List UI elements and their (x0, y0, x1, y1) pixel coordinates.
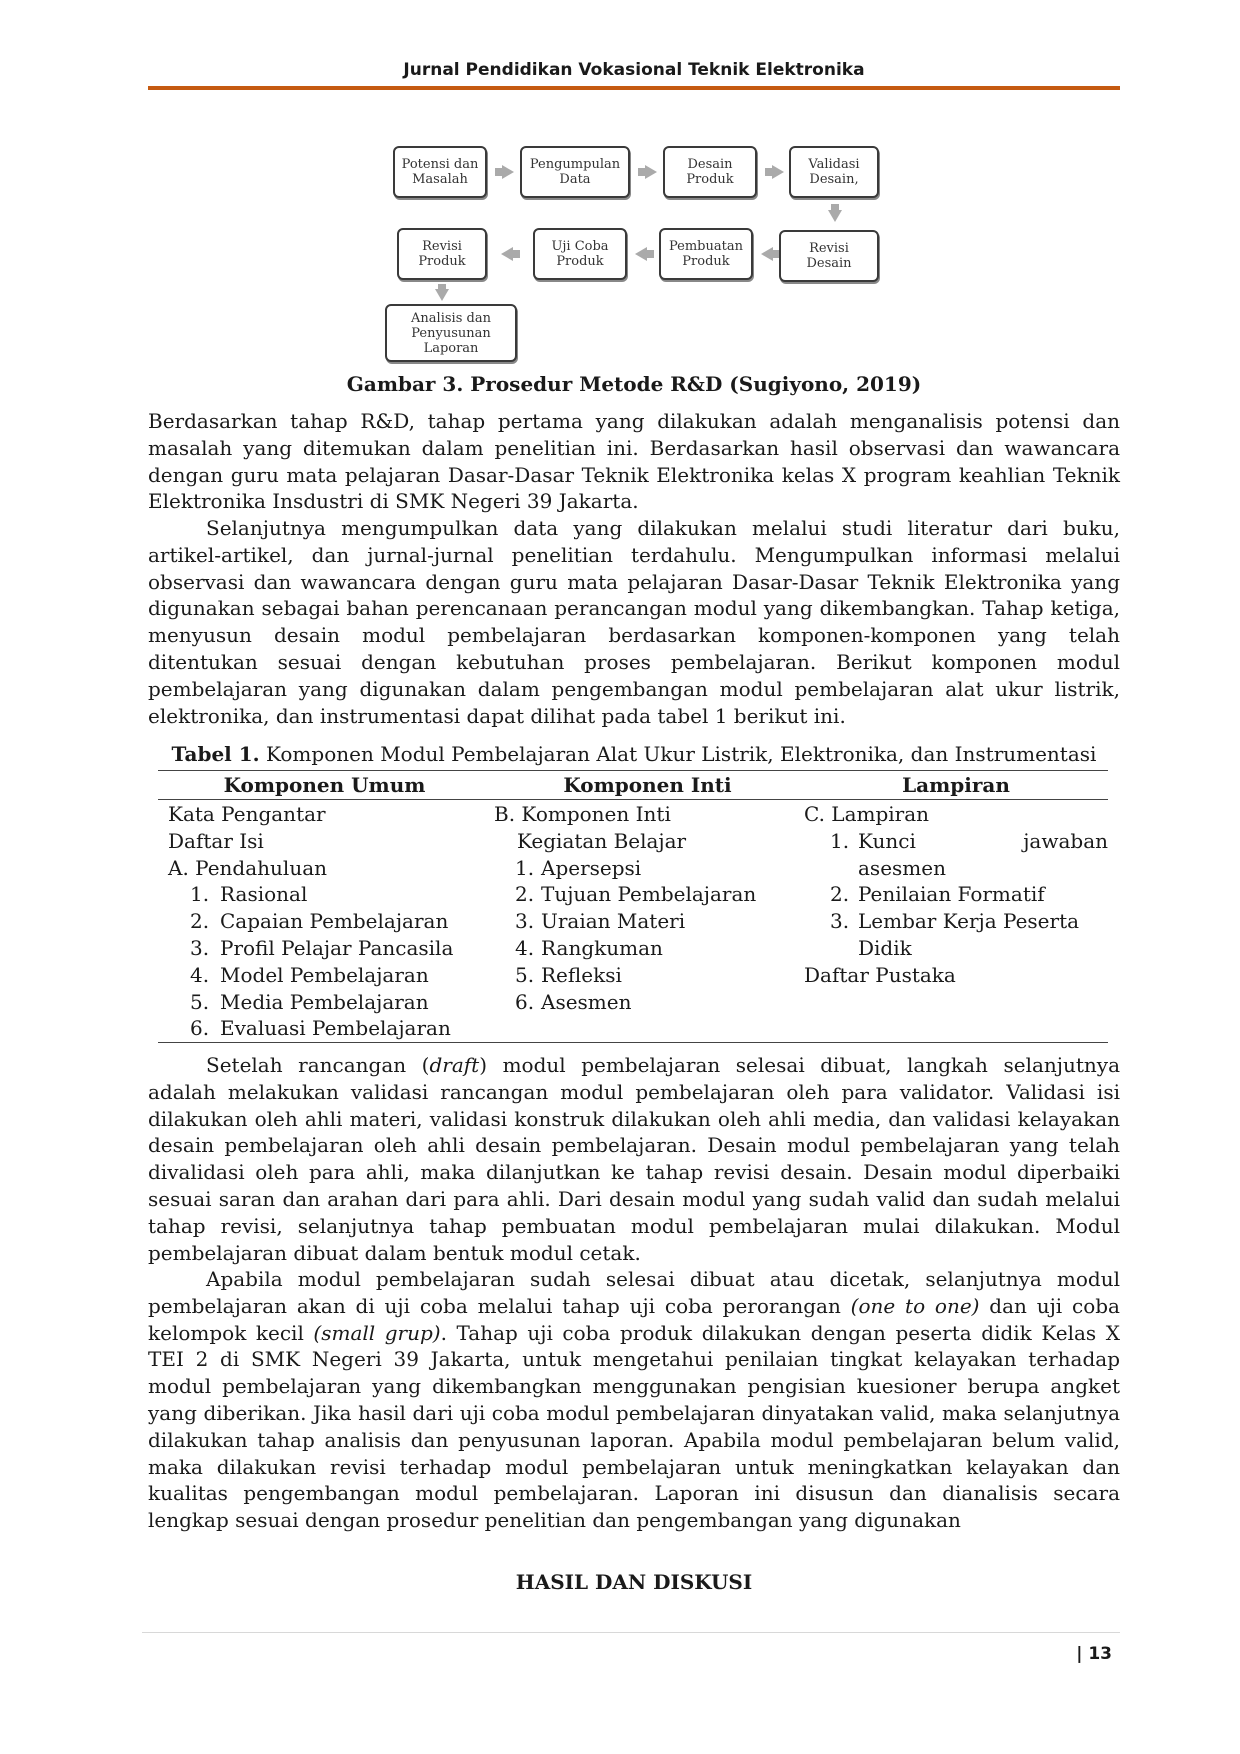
column-lampiran (804, 801, 1108, 1042)
list-item: 3. Profil Pelajar Pancasila (190, 935, 454, 960)
header-rule (148, 86, 1120, 90)
box-revisi-desain: Revisi Desain (779, 230, 879, 282)
cell-text: Daftar Pustaka (804, 962, 956, 987)
table-caption-text: Komponen Modul Pembelajaran Alat Ukur Listrik, Elektronika, dan Instrumentasi (259, 742, 1097, 766)
arrow-down (435, 289, 449, 301)
header-lampiran: Lampiran (902, 773, 1010, 797)
table-caption (148, 742, 1120, 766)
list-item: 3. Uraian Materi (515, 909, 686, 934)
paragraph-3: Setelah rancangan (draft) modul pembelajaran selesai dibuat, langkah selanjutnya adalah melakukan validasi rancangan modul pembelajaran oleh para validator. Validasi isi dilakukan oleh ahli materi, validasi konstruk dilakukan oleh ahli media, dan validasi kelayakan desain pembelajaran oleh ahli desain pembelajaran. Desain modul pembelajaran yang telah divalidasi oleh para ahli, maka dilanjutkan ke tahap revisi desain. Desain modul diperbaiki sesuai saran dan arahan dari para ahli. Dari desain modul yang sudah valid dan sudah melalui tahap revisi, selanjutnya tahap pembuatan modul pembelajaran mulai dilakukan. Modul pembelajaran dibuat dalam bentuk modul cetak. (148, 1053, 1120, 1265)
list-item: 2. Penilaian Formatif (830, 882, 1045, 907)
page-number: | 13 (1076, 1644, 1112, 1664)
column-komponen-inti (491, 801, 804, 1042)
header-komponen-inti: Komponen Inti (563, 773, 732, 797)
arrow-down (828, 210, 842, 222)
arrow-shaft (512, 250, 520, 258)
list-item: 1. Apersepsi (515, 855, 642, 880)
components-table (158, 770, 1108, 1043)
box-revisi-produk: Revisi Produk (397, 228, 487, 280)
rnd-flow-diagram (385, 142, 905, 372)
arrow-right (502, 165, 514, 179)
list-item: 6. Asesmen (515, 989, 632, 1014)
cell-text: Kegiatan Belajar (517, 828, 687, 853)
list-item-continued: asesmen (858, 855, 946, 880)
list-item-continued: Didik (858, 935, 912, 960)
arrow-right (645, 165, 657, 179)
list-item: 2. Capaian Pembelajaran (190, 909, 449, 934)
section-title: HASIL DAN DISKUSI (515, 1570, 753, 1594)
list-item: 5. Refleksi (515, 962, 622, 987)
paragraph-2: Selanjutnya mengumpulkan data yang dilakukan melalui studi literatur dari buku, artikel-artikel, dan jurnal-jurnal penelitian terdahulu. Mengumpulkan informasi melalui observasi dan wawancara dengan guru mata pelajaran Dasar-Dasar Teknik Elektronika yang digunakan sebagai bahan perencanaan perancangan modul yang dikembangkan. Tahap ketiga, menyusun desain modul pembelajaran berdasarkan komponen-komponen yang telah ditentukan sesuai dengan kebutuhan proses pembelajaran. Berikut komponen modul pembelajaran yang digunakan dalam pengembangan modul pembelajaran alat ukur listrik, elektronika, dan instrumentasi dapat dilihat pada tabel 1 berikut ini. (148, 516, 1120, 728)
list-item: 4. Rangkuman (515, 935, 663, 960)
arrow-shaft (646, 250, 654, 258)
box-desain-produk: Desain Produk (663, 146, 757, 198)
box-pengumpulan-data: Pengumpulan Data (520, 146, 630, 198)
figure-caption: Gambar 3. Prosedur Metode R&D (Sugiyono, 2019) (346, 372, 922, 396)
paragraph-4: Apabila modul pembelajaran sudah selesai dibuat atau dicetak, selanjutnya modul pembelajaran akan di uji coba melalui tahap uji coba perorangan (one to one) dan uji coba kelompok kecil (small grup). Tahap uji coba produk dilakukan dengan peserta didik Kelas X TEI 2 di SMK Negeri 39 Jakarta, untuk mengetahui penilaian tingkat kelayakan terhadap modul pembelajaran yang dikembangkan menggunakan pengisian kuesioner berupa angket yang diberikan. Jika hasil dari uji coba modul pembelajaran dinyatakan valid, maka selanjutnya dilakukan tahap analisis dan penyusunan laporan. Apabila modul pembelajaran belum valid, maka dilakukan revisi terhadap modul pembelajaran untuk meningkatkan kelayakan dan kualitas pengembangan modul pembelajaran. Laporan ini disusun dan dianalisis secara lengkap sesuai dengan prosedur penelitian dan pengembangan yang digunakan (148, 1267, 1120, 1533)
cell-text: Daftar Isi (168, 828, 264, 853)
box-potensi-masalah: Potensi dan Masalah (393, 146, 487, 198)
cell-text: B. Komponen Inti (494, 802, 671, 826)
cell-text: A. Pendahuluan (168, 855, 328, 880)
cell-text: C. Lampiran (804, 802, 930, 826)
list-item: 6. Evaluasi Pembelajaran (190, 1016, 451, 1041)
column-komponen-umum (158, 801, 491, 1042)
arrow-right (772, 165, 784, 179)
paragraph-1: Berdasarkan tahap R&D, tahap pertama yang dilakukan adalah menganalisis potensi dan masalah yang ditemukan dalam penelitian ini. Berdasarkan hasil observasi dan wawancara dengan guru mata pelajaran Dasar-Dasar Teknik Elektronika kelas X program keahlian Teknik Elektronika Insdustri di SMK Negeri 39 Jakarta. (148, 409, 1120, 514)
list-item: 5. Media Pembelajaran (190, 989, 429, 1014)
box-uji-coba-produk: Uji Coba Produk (533, 228, 627, 280)
box-validasi-desain: Validasi Desain, (789, 146, 879, 198)
list-item: 4. Model Pembelajaran (190, 962, 429, 987)
journal-title: Jurnal Pendidikan Vokasional Teknik Elektronika (403, 60, 865, 80)
table-caption-label: Tabel 1. (171, 742, 260, 766)
cell-text: Kata Pengantar (168, 802, 326, 826)
list-item: 1. Rasional (190, 882, 308, 907)
header-komponen-umum: Komponen Umum (223, 773, 426, 797)
table-body (158, 800, 1108, 1042)
list-item: 1. Kunci jawaban (830, 828, 1108, 853)
list-item: 3. Lembar Kerja Peserta (830, 909, 1080, 934)
box-pembuatan-produk: Pembuatan Produk (659, 228, 753, 280)
footer-rule (142, 1632, 1120, 1633)
box-analisis-laporan: Analisis dan Penyusunan Laporan (385, 304, 517, 362)
table-header-row (158, 771, 1108, 800)
list-item: 2. Tujuan Pembelajaran (515, 882, 757, 907)
